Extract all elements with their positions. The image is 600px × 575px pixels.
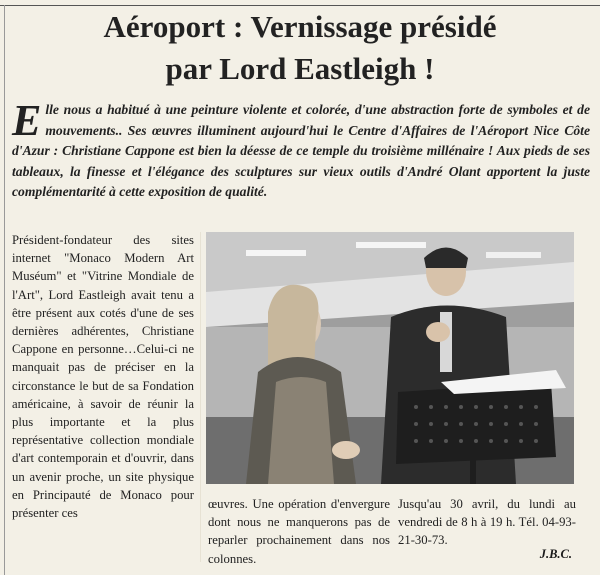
column-divider: [200, 232, 201, 562]
photo-illustration: [206, 232, 574, 484]
drop-cap: E: [12, 96, 42, 145]
author-signature: J.B.C.: [539, 547, 572, 561]
lead-text: lle nous a habitué à une peinture violente et colorée, d'une abstraction forte de symboles et de mouvements.. Ses œuvres illuminent aujourd'hui le Centre d'Affaires de l'Aéroport Nice Côte d'Azur : Christiane Cappone est bien la déesse de ce temple du troisième millénaire ! Aux pieds de ses tableaux, la finesse et l'élégance des sculptures sur vieux outils d'André Olant apportent la juste complémentarité à cette exposition de qualité.: [12, 102, 590, 199]
event-photo: [206, 232, 574, 484]
body-column-right: Jusqu'au 30 avril, du lundi au vendredi de 8 h à 19 h. Tél. 04-93-21-30-73.: [398, 497, 576, 548]
left-rule: [4, 5, 5, 575]
headline-line-1: Aéroport : Vernissage présidé: [103, 9, 497, 44]
headline: [10, 6, 590, 90]
headline-line-2: par Lord Eastleigh !: [165, 51, 435, 86]
lead-paragraph: [12, 96, 590, 203]
body-column-middle: œuvres. Une opération d'envergure dont nous ne manquerons pas de reparler prochainement dans nos colonnes.: [208, 497, 390, 566]
body-column-left: Président-fondateur des sites internet "Monaco Modern Art Muséum" et "Vitrine Mondiale de l'Art", Lord Eastleigh avait tenu a être présent aux cotés d'une de ses dernières adhérentes, Christiane Cappone en personne…Celui-ci ne manquait pas de préciser en la circonstance le but de sa Fondation américaine, à savoir de réunir la plus importante et la plus représentative collection mondiale d'art contemporain et d'ouvrir, dans un avenir proche, un site physique en Principauté de Monaco pour présenter ces: [12, 233, 194, 521]
